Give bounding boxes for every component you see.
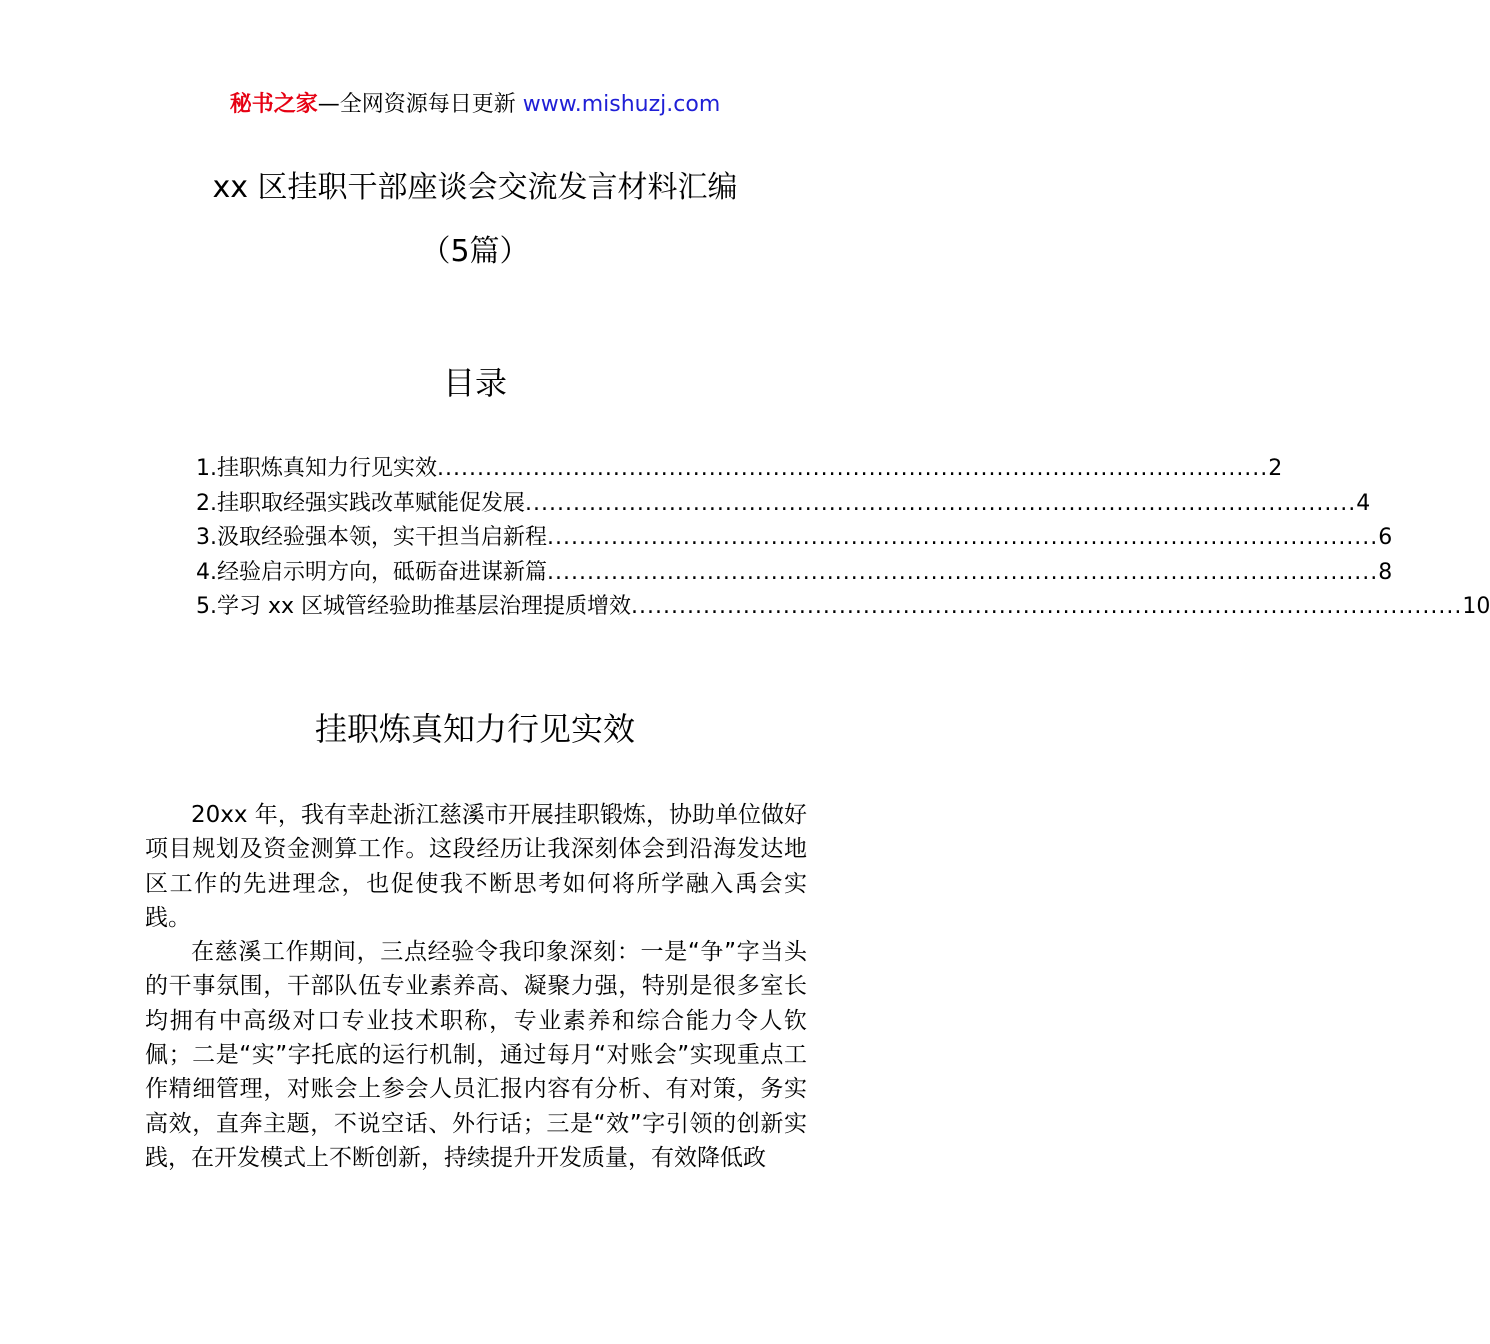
body-text [145, 798, 807, 1175]
toc-dot-leader: ........................................................................................................ [525, 490, 1357, 516]
toc-item[interactable] [196, 487, 1371, 522]
paragraph: 20xx 年，我有幸赴浙江慈溪市开展挂职锻炼，协助单位做好项目规划及资金测算工作。这段经历让我深刻体会到沿海发达地区工作的先进理念，也促使我不断思考如何将所学融入禹会实践。 [145, 802, 807, 931]
toc-item-page: 8 [1378, 559, 1393, 585]
paragraph: 在慈溪工作期间，三点经验令我印象深刻：一是“争”字当头的干事氛围，干部队伍专业素养高、凝聚力强，特别是很多室长均拥有中高级对口专业技术职称，专业素养和综合能力令人钦佩；二是“实”字托底的运行机制，通过每月“对账会”实现重点工作精细管理，对账会上参会人员汇报内容有分析、有对策，务实高效，直奔主题，不说空话、外行话；三是“效”字引领的创新实践，在开发模式上不断创新，持续提升开发质量，有效降低政 [145, 939, 807, 1171]
section-title: 挂职炼真知力行见实效 [314, 710, 635, 748]
toc-heading: 目录 [442, 364, 507, 402]
toc-item-title: 3.汲取经验强本领，实干担当启新程 [196, 525, 547, 550]
brand-name: 秘书之家 [229, 92, 318, 117]
toc-item[interactable] [196, 521, 1393, 556]
document-title: xx 区挂职干部座谈会交流发言材料汇编 [212, 170, 738, 205]
toc-dot-leader: ........................................................................................................ [631, 594, 1463, 619]
toc-item-page: 10 [1462, 594, 1490, 619]
toc-item[interactable] [196, 452, 1283, 487]
toc-item-page: 6 [1378, 525, 1393, 550]
toc-item[interactable] [196, 590, 1490, 625]
toc-item-page: 4 [1356, 490, 1371, 516]
toc-item-title: 2.挂职取经强实践改革赋能促发展 [196, 490, 525, 516]
document-subtitle: （5篇） [420, 234, 530, 269]
toc-item-title: 1.挂职炼真知力行见实效 [196, 456, 437, 481]
table-of-contents [196, 452, 1490, 625]
toc-item-title: 5.学习 xx 区城管经验助推基层治理提质增效 [196, 594, 632, 619]
toc-dot-leader: ........................................................................................................ [547, 525, 1379, 550]
site-header [0, 88, 950, 122]
site-url-link[interactable]: www.mishuzj.com [522, 92, 721, 117]
toc-item-title: 4.经验启示明方向，砥砺奋进谋新篇 [196, 559, 547, 585]
toc-item-page: 2 [1268, 456, 1283, 481]
header-slogan: —全网资源每日更新 [317, 92, 516, 117]
toc-dot-leader: ........................................................................................................ [547, 559, 1379, 585]
toc-item[interactable] [196, 556, 1393, 591]
toc-dot-leader: ........................................................................................................ [437, 456, 1269, 481]
